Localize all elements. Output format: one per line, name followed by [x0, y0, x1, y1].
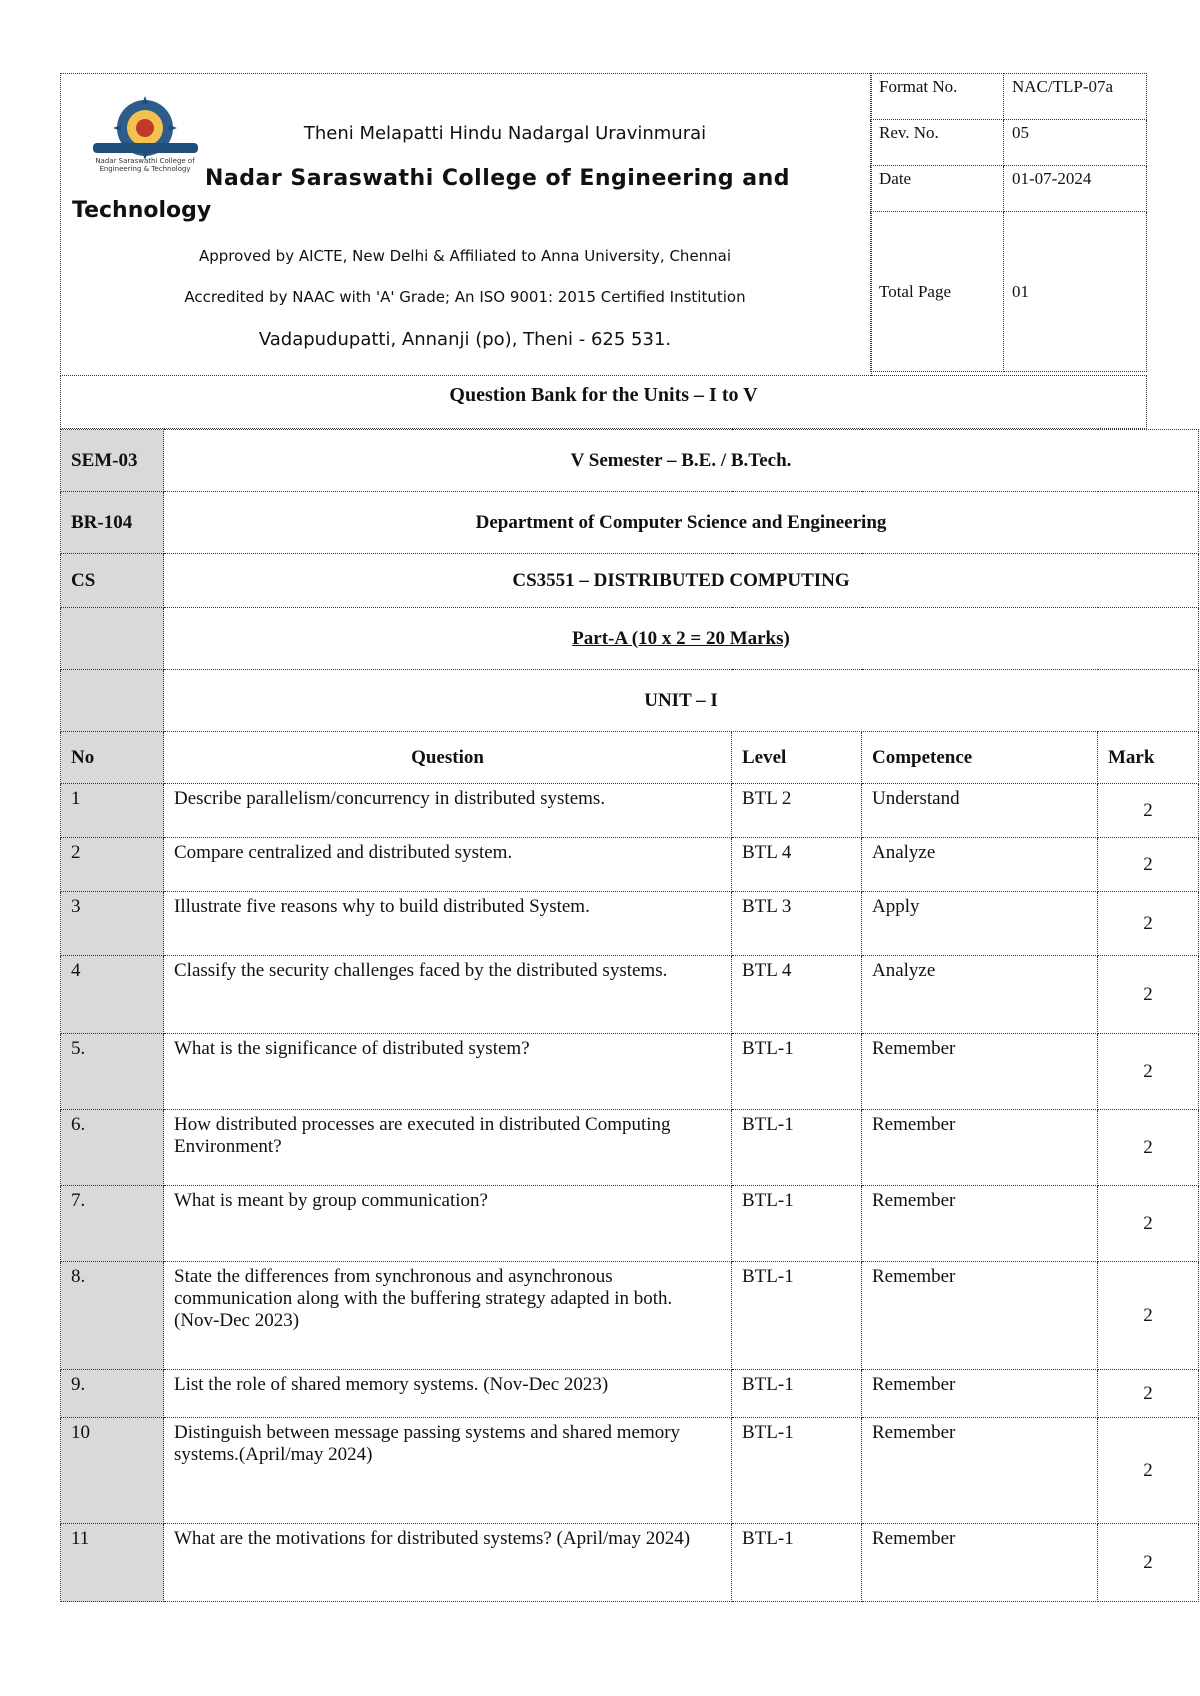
question-number: 5. [61, 1034, 164, 1110]
question-mark: 2 [1098, 892, 1199, 956]
question-competence: Remember [862, 1186, 1098, 1262]
question-number: 9. [61, 1370, 164, 1418]
question-competence: Remember [862, 1524, 1098, 1602]
question-competence: Remember [862, 1034, 1098, 1110]
question-text: Classify the security challenges faced by the distributed systems. [164, 956, 732, 1034]
question-row [61, 838, 1199, 892]
question-row [61, 1524, 1199, 1602]
question-text: State the differences from synchronous and asynchronous communication along with the buffering strategy adapted in both. (Nov-Dec 2023) [164, 1262, 732, 1370]
question-level: BTL-1 [732, 1370, 862, 1418]
format-label: Format No. [871, 74, 1004, 120]
question-competence: Remember [862, 1262, 1098, 1370]
question-level: BTL-1 [732, 1110, 862, 1186]
format-value: NAC/TLP-07a [1004, 74, 1147, 120]
pages-label: Total Page [871, 212, 1004, 372]
question-level: BTL 2 [732, 784, 862, 838]
col-header-level: Level [732, 732, 862, 784]
address-line: Vadapudupatti, Annanji (po), Theni - 625 531. [258, 329, 672, 350]
question-number: 7. [61, 1186, 164, 1262]
question-level: BTL-1 [732, 1034, 862, 1110]
question-number: 1 [61, 784, 164, 838]
blank-side-cell [61, 608, 164, 670]
pages-value: 01 [1004, 212, 1147, 372]
question-competence: Analyze [862, 956, 1098, 1034]
college-name-line2: Technology [72, 198, 212, 223]
question-level: BTL-1 [732, 1524, 862, 1602]
date-value: 01-07-2024 [1004, 166, 1147, 212]
branch-code: BR-104 [61, 492, 164, 554]
part-heading [164, 608, 1199, 670]
question-row [61, 1034, 1199, 1110]
college-name-line1: Nadar Saraswathi College of Engineering and [205, 166, 791, 191]
question-level: BTL-1 [732, 1262, 862, 1370]
question-mark: 2 [1098, 1110, 1199, 1186]
department-text: Department of Computer Science and Engineering [164, 492, 1199, 554]
question-rows [61, 784, 1199, 1602]
question-row [61, 1186, 1199, 1262]
blank-side-cell [61, 670, 164, 732]
question-mark: 2 [1098, 1186, 1199, 1262]
question-row [61, 1370, 1199, 1418]
question-number: 4 [61, 956, 164, 1034]
date-label: Date [871, 166, 1004, 212]
question-competence: Understand [862, 784, 1098, 838]
col-header-question: Question [164, 732, 732, 784]
question-text: Describe parallelism/concurrency in distributed systems. [164, 784, 732, 838]
question-row [61, 784, 1199, 838]
question-bank-title: Question Bank for the Units – I to V [60, 375, 1147, 429]
question-mark: 2 [1098, 1370, 1199, 1418]
rev-label: Rev. No. [871, 120, 1004, 166]
question-number: 6. [61, 1110, 164, 1186]
question-row [61, 1110, 1199, 1186]
question-text: Compare centralized and distributed system. [164, 838, 732, 892]
unit-heading: UNIT – I [164, 670, 1199, 732]
question-mark: 2 [1098, 784, 1199, 838]
question-row [61, 1262, 1199, 1370]
question-level: BTL-1 [732, 1186, 862, 1262]
question-text: What are the motivations for distributed systems? (April/may 2024) [164, 1524, 732, 1602]
sem-code: SEM-03 [61, 430, 164, 492]
question-number: 8. [61, 1262, 164, 1370]
question-table [60, 429, 1199, 1602]
rev-value: 05 [1004, 120, 1147, 166]
question-number: 10 [61, 1418, 164, 1524]
question-mark: 2 [1098, 838, 1199, 892]
svg-text:Nadar Saraswathi College of: Nadar Saraswathi College of [95, 157, 195, 165]
question-text: List the role of shared memory systems. (Nov-Dec 2023) [164, 1370, 732, 1418]
col-header-no: No [61, 732, 164, 784]
document-meta-table [870, 73, 1147, 372]
question-level: BTL 4 [732, 838, 862, 892]
question-text: What is the significance of distributed system? [164, 1034, 732, 1110]
question-row [61, 892, 1199, 956]
trust-name: Theni Melapatti Hindu Nadargal Uravinmurai [303, 123, 707, 144]
question-mark: 2 [1098, 1418, 1199, 1524]
question-mark: 2 [1098, 956, 1199, 1034]
question-level: BTL 4 [732, 956, 862, 1034]
question-text: Illustrate five reasons why to build distributed System. [164, 892, 732, 956]
accreditation-line: Accredited by NAAC with 'A' Grade; An ISO 9001: 2015 Certified Institution [184, 288, 746, 306]
question-number: 3 [61, 892, 164, 956]
question-row [61, 1418, 1199, 1524]
question-competence: Remember [862, 1370, 1098, 1418]
question-row [61, 956, 1199, 1034]
question-text: How distributed processes are executed in distributed Computing Environment? [164, 1110, 732, 1186]
semester-text: V Semester – B.E. / B.Tech. [164, 430, 1199, 492]
question-text: Distinguish between message passing systems and shared memory systems.(April/may 2024) [164, 1418, 732, 1524]
cs-code: CS [61, 554, 164, 608]
question-level: BTL-1 [732, 1418, 862, 1524]
course-title: CS3551 – DISTRIBUTED COMPUTING [164, 554, 1199, 608]
svg-text:Engineering & Technology: Engineering & Technology [99, 165, 191, 173]
question-number: 2 [61, 838, 164, 892]
question-competence: Remember [862, 1418, 1098, 1524]
approval-line: Approved by AICTE, New Delhi & Affiliated to Anna University, Chennai [198, 247, 732, 265]
question-mark: 2 [1098, 1034, 1199, 1110]
col-header-competence: Competence [862, 732, 1098, 784]
question-text: What is meant by group communication? [164, 1186, 732, 1262]
question-level: BTL 3 [732, 892, 862, 956]
question-competence: Apply [862, 892, 1098, 956]
col-header-mark: Mark [1098, 732, 1199, 784]
part-heading-text: Part-A (10 x 2 = 20 Marks) [572, 627, 790, 649]
question-competence: Analyze [862, 838, 1098, 892]
question-mark: 2 [1098, 1524, 1199, 1602]
question-mark: 2 [1098, 1262, 1199, 1370]
question-competence: Remember [862, 1110, 1098, 1186]
question-number: 11 [61, 1524, 164, 1602]
